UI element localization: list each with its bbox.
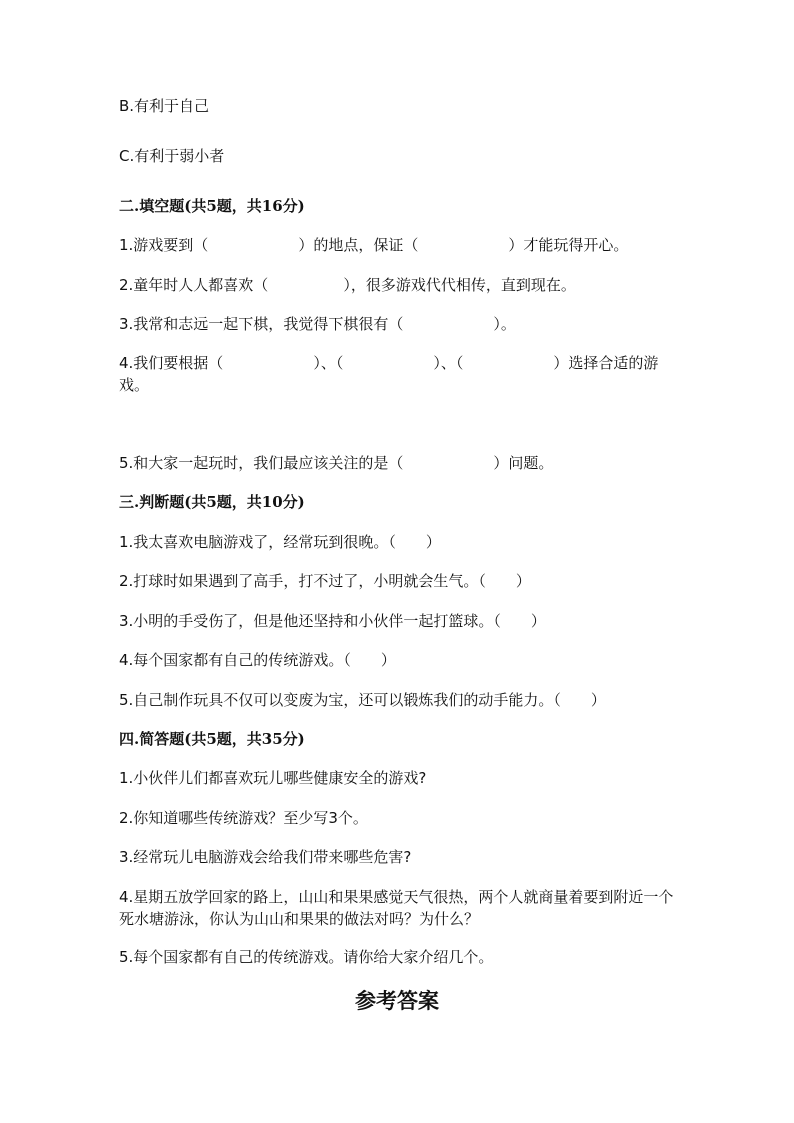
fill-question-1: 1.游戏要到（ ）的地点，保证（ ）才能玩得开心。 <box>119 236 629 254</box>
option-c: C.有利于弱小者 <box>119 147 225 165</box>
judge-question-4: 4.每个国家都有自己的传统游戏。（ ） <box>119 651 396 669</box>
judge-question-1: 1.我太喜欢电脑游戏了，经常玩到很晚。（ ） <box>119 533 441 551</box>
judge-question-3: 3.小明的手受伤了，但是他还坚持和小伙伴一起打篮球。（ ） <box>119 612 546 630</box>
option-b: B.有利于自己 <box>119 97 210 115</box>
short-question-1: 1.小伙伴儿们都喜欢玩儿哪些健康安全的游戏? <box>119 769 427 787</box>
fill-question-4: 4.我们要根据（ ）、（ ）、（ ）选择合适的游戏。 <box>119 354 659 394</box>
section-heading-judge: 三.判断题(共5题，共10分) <box>119 493 305 511</box>
fill-question-3: 3.我常和志远一起下棋，我觉得下棋很有（ ）。 <box>119 315 516 333</box>
short-question-3: 3.经常玩儿电脑游戏会给我们带来哪些危害? <box>119 848 412 866</box>
answer-key-title: 参考答案 <box>355 988 439 1013</box>
short-question-4: 4.星期五放学回家的路上，山山和果果感觉天气很热，两个人就商量着要到附近一个死水塘游泳，你认为山山和果果的做法对吗？为什么？ <box>119 888 674 928</box>
short-question-5: 5.每个国家都有自己的传统游戏。请你给大家介绍几个。 <box>119 948 494 966</box>
section-heading-short-answer: 四.简答题(共5题，共35分) <box>119 730 305 748</box>
fill-question-5: 5.和大家一起玩时，我们最应该关注的是（ ）问题。 <box>119 454 554 472</box>
judge-question-2: 2.打球时如果遇到了高手，打不过了，小明就会生气。（ ） <box>119 572 531 590</box>
fill-question-2: 2.童年时人人都喜欢（ ），很多游戏代代相传，直到现在。 <box>119 276 576 294</box>
section-heading-fill-in: 二.填空题(共5题，共16分) <box>119 197 305 215</box>
judge-question-5: 5.自己制作玩具不仅可以变废为宝，还可以锻炼我们的动手能力。（ ） <box>119 691 606 709</box>
short-question-2: 2.你知道哪些传统游戏？至少写3个。 <box>119 809 368 827</box>
